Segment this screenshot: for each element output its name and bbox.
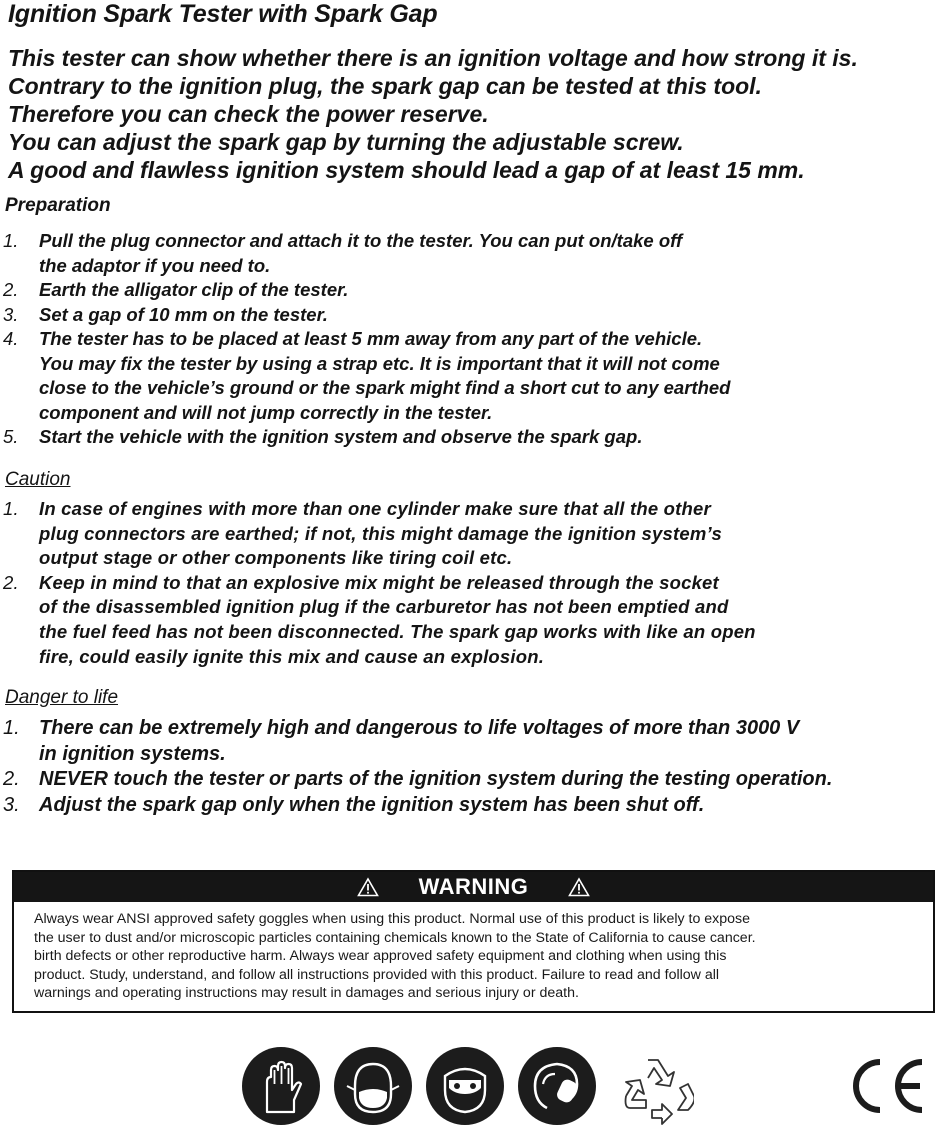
- warning-triangle-icon: [568, 877, 590, 897]
- item-line: in ignition systems.: [39, 742, 226, 765]
- item-line: In case of engines with more than one cylinder make sure that all the other: [39, 498, 711, 519]
- safety-icons-row: [0, 1040, 940, 1130]
- warning-line: product. Study, understand, and follow all instructions provided with this product. Failure to read and follow all: [34, 966, 720, 983]
- list-item: [0, 497, 756, 571]
- ce-mark-icon: [846, 1056, 928, 1116]
- ear-protection-icon: [517, 1046, 597, 1126]
- list-item: [0, 571, 756, 669]
- item-line: Pull the plug connector and attach it to the tester. You can put on/take off: [39, 230, 683, 251]
- item-line: the fuel feed has not been disconnected. The spark gap works with like an open: [39, 620, 756, 642]
- item-line: fire, could easily ignite this mix and cause an explosion.: [39, 645, 545, 667]
- item-number: 2.: [3, 768, 20, 790]
- item-number: 2.: [3, 571, 19, 593]
- item-number: 3.: [3, 303, 19, 325]
- intro-line: A good and flawless ignition system should lead a gap of at least 15 mm.: [8, 157, 805, 183]
- item-line: output stage or other components like tiring coil etc.: [39, 547, 513, 569]
- item-line: Keep in mind to that an explosive mix might be released through the socket: [39, 571, 719, 593]
- list-item: [0, 716, 832, 767]
- warning-line: Always wear ANSI approved safety goggles when using this product. Normal use of this product is likely to expose: [34, 911, 751, 927]
- item-number: 2.: [3, 279, 19, 300]
- item-line: Set a gap of 10 mm on the tester.: [39, 303, 328, 325]
- warning-text: [14, 902, 933, 1003]
- caution-list: [0, 497, 756, 669]
- gloves-icon: [241, 1046, 321, 1126]
- item-line: plug connectors are earthed; if not, this might damage the ignition system’s: [39, 522, 723, 544]
- item-line: Earth the alligator clip of the tester.: [39, 279, 349, 300]
- item-line: You may fix the tester by using a strap etc. It is important that it will not come: [39, 352, 720, 374]
- intro-line: Contrary to the ignition plug, the spark gap can be tested at this tool.: [8, 73, 762, 99]
- item-line: There can be extremely high and dangerous to life voltages of more than 3000 V: [39, 717, 800, 739]
- recycle-icon: [618, 1050, 694, 1126]
- list-item: [0, 425, 730, 450]
- list-item: [0, 793, 832, 819]
- preparation-list: [0, 229, 730, 450]
- intro-line: You can adjust the spark gap by turning the adjustable screw.: [8, 129, 684, 155]
- list-item: [0, 327, 730, 425]
- item-line: Start the vehicle with the ignition system and observe the spark gap.: [39, 426, 643, 447]
- list-item: [0, 229, 730, 278]
- intro-paragraph: [8, 44, 938, 184]
- list-item: [0, 278, 730, 303]
- danger-list: [0, 716, 832, 818]
- item-line: component and will not jump correctly in the tester.: [39, 401, 493, 423]
- warning-title: WARNING: [418, 874, 529, 899]
- item-number: 1.: [3, 498, 19, 519]
- item-line: close to the vehicle’s ground or the spark might find a short cut to any earthed: [39, 377, 731, 398]
- item-number: 4.: [3, 328, 19, 349]
- document-title: Ignition Spark Tester with Spark Gap: [8, 0, 438, 28]
- warning-line: birth defects or other reproductive harm. Always wear approved safety equipment and clothing when using this: [34, 948, 727, 965]
- item-line: the adaptor if you need to.: [39, 254, 271, 276]
- warning-box: [12, 870, 935, 1013]
- intro-line: Therefore you can check the power reserve.: [8, 101, 489, 127]
- caution-heading: Caution: [5, 469, 71, 490]
- warning-line: warnings and operating instructions may result in damages and serious injury or death.: [34, 985, 579, 1002]
- item-number: 3.: [3, 793, 20, 816]
- item-line: NEVER touch the tester or parts of the ignition system during the testing operation.: [39, 768, 833, 790]
- warning-line: the user to dust and/or microscopic particles containing chemicals known to the State of California to cause cancer.: [34, 929, 756, 946]
- preparation-heading: Preparation: [5, 195, 111, 216]
- item-number: 1.: [3, 717, 20, 739]
- item-number: 1.: [3, 230, 19, 251]
- item-line: of the disassembled ignition plug if the carburetor has not been emptied and: [39, 596, 729, 618]
- item-line: Adjust the spark gap only when the ignition system has been shut off.: [39, 793, 705, 816]
- dust-mask-icon: [333, 1046, 413, 1126]
- warning-header: [14, 872, 933, 902]
- intro-line: This tester can show whether there is an ignition voltage and how strong it is.: [8, 45, 858, 71]
- list-item: [0, 303, 730, 328]
- danger-heading: Danger to life: [5, 687, 119, 708]
- list-item: [0, 767, 832, 793]
- face-shield-icon: [425, 1046, 505, 1126]
- item-number: 5.: [3, 426, 19, 447]
- warning-triangle-icon: [357, 877, 379, 897]
- item-line: The tester has to be placed at least 5 mm away from any part of the vehicle.: [39, 328, 703, 349]
